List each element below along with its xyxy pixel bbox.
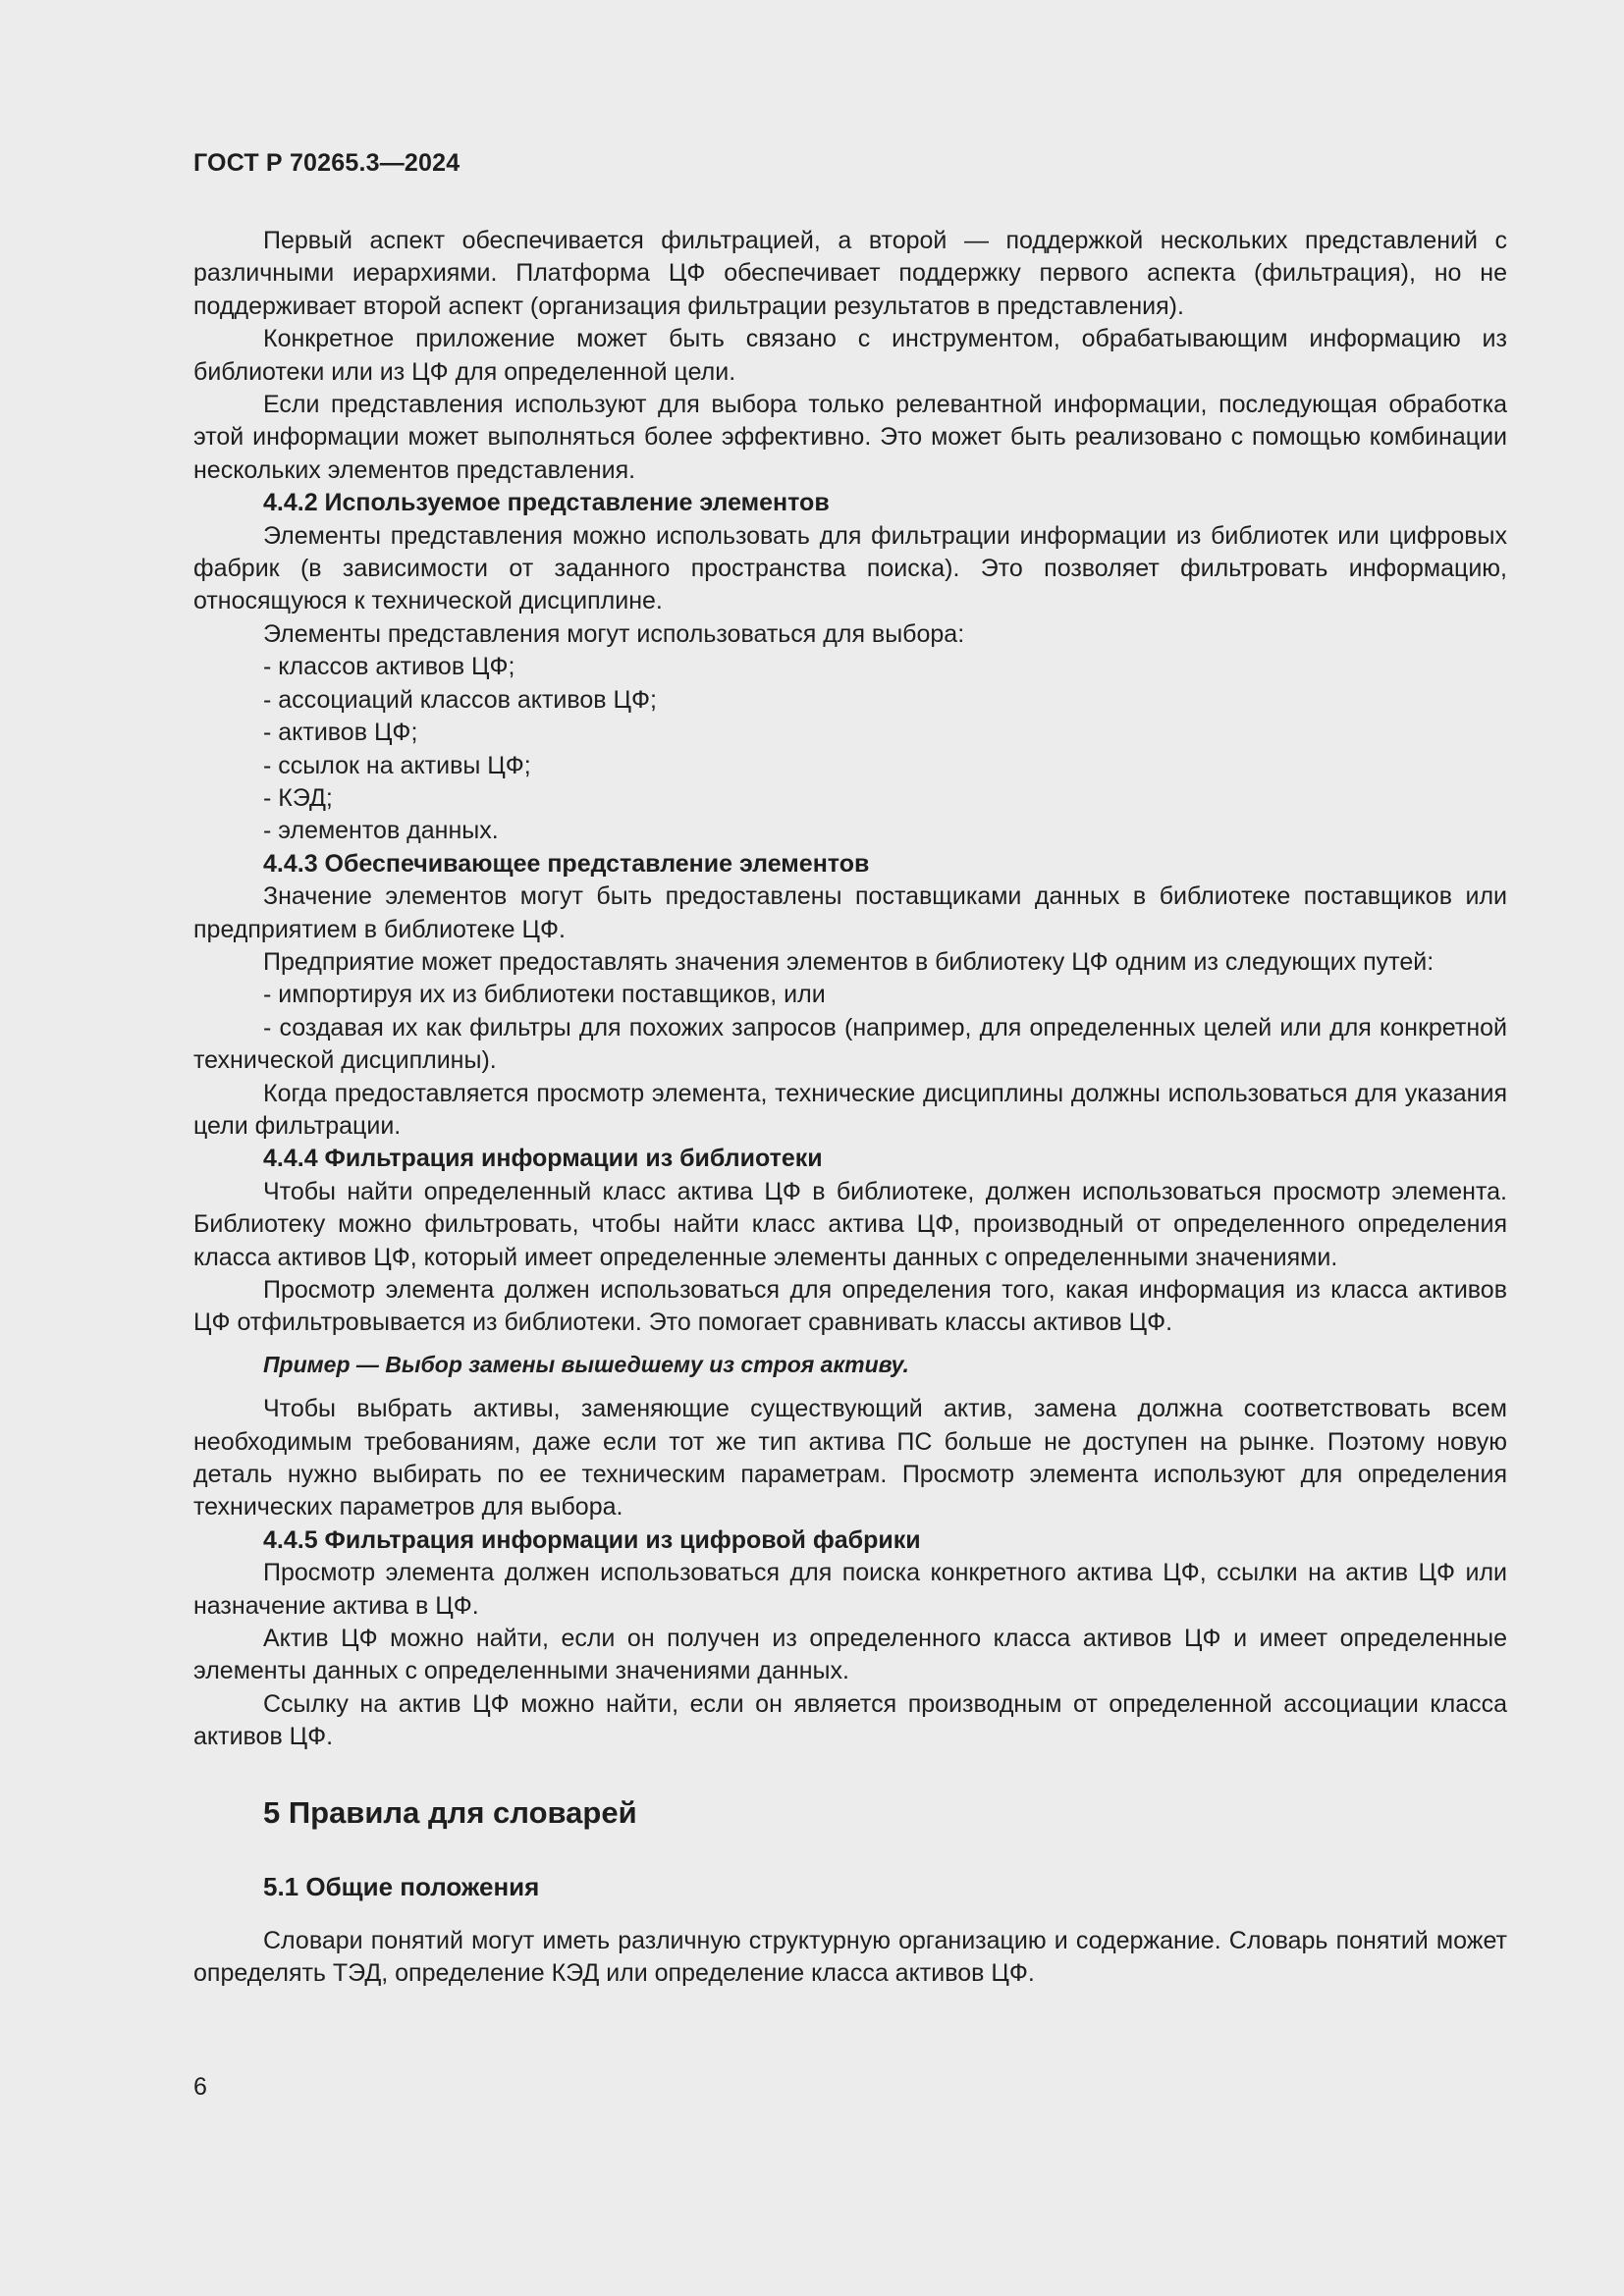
paragraph: Элементы представления могут использоваться для выбора: bbox=[263, 619, 965, 648]
paragraph: Актив ЦФ можно найти, если он получен из определенного класса активов ЦФ и имеет определенные элементы данных с определенными значениями данных. bbox=[193, 1625, 1507, 1685]
section-heading-4-4-4: 4.4.4 Фильтрация информации из библиотеки bbox=[263, 1145, 823, 1173]
paragraph: Конкретное приложение может быть связано с инструментом, обрабатывающим информацию из библиотеки или из ЦФ для определенной цели. bbox=[193, 325, 1507, 386]
list-item: - ассоциаций классов активов ЦФ; bbox=[263, 685, 657, 714]
paragraph: Предприятие может предоставлять значения элементов в библиотеку ЦФ одним из следующих путей: bbox=[263, 947, 1435, 976]
section-heading-5: 5 Правила для словарей bbox=[263, 1794, 637, 1830]
list-item: - импортируя их из библиотеки поставщиков, или bbox=[263, 981, 826, 1009]
list-item: - КЭД; bbox=[263, 783, 333, 812]
paragraph: Словари понятий могут иметь различную структурную организацию и содержание. Словарь понятий может определять ТЭД, определение КЭД или определение класса активов ЦФ. bbox=[193, 1926, 1507, 1988]
list-item: - создавая их как фильтры для похожих запросов (например, для определенных целей или для конкретной технической дисциплины). bbox=[193, 1013, 1507, 1075]
paragraph: Ссылку на актив ЦФ можно найти, если он является производным от определенной ассоциации класса активов ЦФ. bbox=[193, 1689, 1507, 1751]
list-item: - активов ЦФ; bbox=[263, 719, 418, 747]
paragraph: Чтобы выбрать активы, заменяющие существующий актив, замена должна соответствовать всем необходимым требованиям, даже если тот же тип актива ПС больше не доступен на рынке. Поэтому новую деталь нужно выбирать по ее техническим параметрам. Просмотр элемента используют для определения технических параметров для выбора. bbox=[193, 1395, 1507, 1522]
paragraph: Значение элементов могут быть предоставлены поставщиками данных в библиотеке поставщиков или предприятием в библиотеке ЦФ. bbox=[193, 882, 1507, 943]
page-number: 6 bbox=[193, 2073, 207, 2101]
paragraph: Просмотр элемента должен использоваться для определения того, какая информация из класса активов ЦФ отфильтровывается из библиотеки. Это помогает сравнивать классы активов ЦФ. bbox=[193, 1276, 1507, 1337]
paragraph: Когда предоставляется просмотр элемента, технические дисциплины должны использоваться для указания цели фильтрации. bbox=[193, 1079, 1507, 1140]
document-body bbox=[193, 225, 1507, 1991]
paragraph: Первый аспект обеспечивается фильтрацией, а второй — поддержкой нескольких представлений с различными иерархиями. Платформа ЦФ обеспечивает поддержку первого аспекта (фильтрация), но не поддерживает второй аспект (организация фильтрации результатов в представления). bbox=[193, 227, 1507, 320]
section-heading-4-4-3: 4.4.3 Обеспечивающее представление элементов bbox=[263, 849, 870, 878]
paragraph: Просмотр элемента должен использоваться для поиска конкретного актива ЦФ, ссылки на актив ЦФ или назначение актива в ЦФ. bbox=[193, 1559, 1507, 1620]
list-item: - элементов данных. bbox=[263, 817, 499, 845]
paragraph: Если представления используют для выбора только релевантной информации, последующая обработка этой информации может выполняться более эффективно. Это может быть реализовано с помощью комбинации нескольких элементов представления. bbox=[193, 391, 1507, 484]
document-header: ГОСТ Р 70265.3—2024 bbox=[193, 149, 460, 177]
example-note: Пример — Выбор замены вышедшему из строя активу. bbox=[263, 1351, 909, 1377]
list-item: - классов активов ЦФ; bbox=[263, 653, 515, 681]
section-heading-4-4-2: 4.4.2 Используемое представление элементов bbox=[263, 489, 830, 517]
section-heading-4-4-5: 4.4.5 Фильтрация информации из цифровой фабрики bbox=[263, 1525, 921, 1554]
paragraph: Элементы представления можно использовать для фильтрации информации из библиотек или цифровых фабрик (в зависимости от заданного пространства поиска). Это позволяет фильтровать информацию, относящуюся к технической дисциплине. bbox=[193, 521, 1507, 615]
section-heading-5-1: 5.1 Общие положения bbox=[263, 1871, 540, 1901]
list-item: - ссылок на активы ЦФ; bbox=[263, 751, 531, 779]
paragraph: Чтобы найти определенный класс актива ЦФ в библиотеке, должен использоваться просмотр элемента. Библиотеку можно фильтровать, чтобы найти класс актива ЦФ, производный от определенного определения класса активов ЦФ, который имеет определенные элементы данных с определенными значениями. bbox=[193, 1177, 1507, 1271]
